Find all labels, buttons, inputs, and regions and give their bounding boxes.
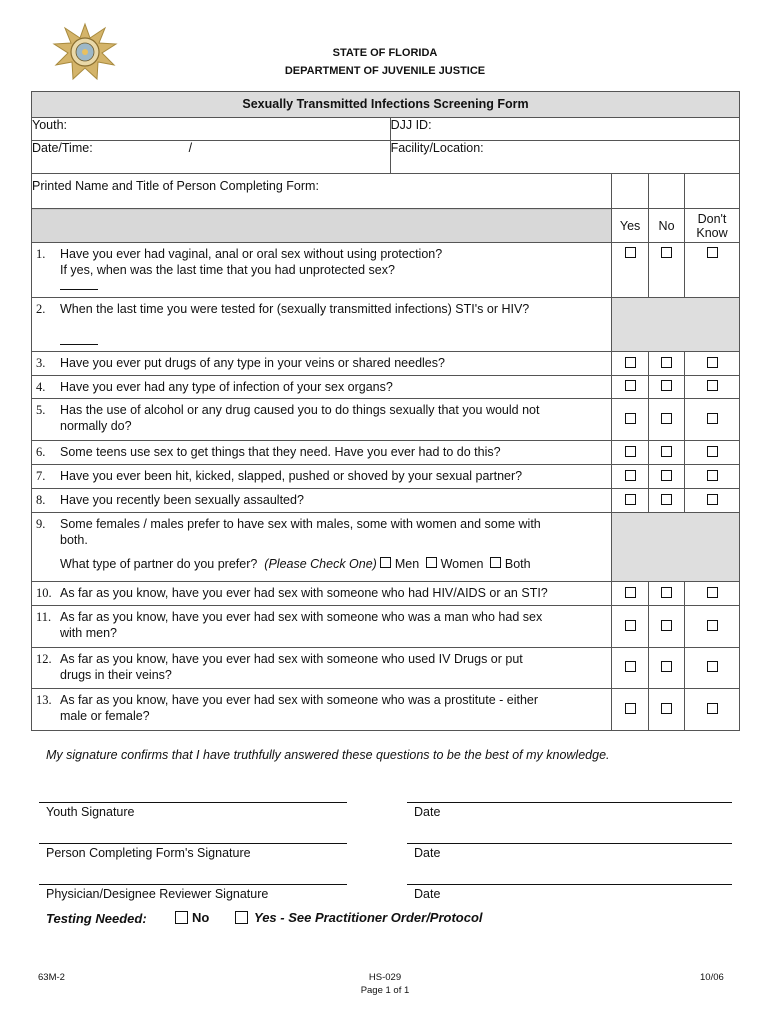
testing-yes-checkbox[interactable] xyxy=(235,911,248,924)
q12-yes-checkbox[interactable] xyxy=(625,661,636,672)
signature-statement: My signature confirms that I have truthfully answered these questions to be the best of my knowledge. xyxy=(46,748,610,762)
q11-yes-checkbox[interactable] xyxy=(625,620,636,631)
printed-name-field[interactable] xyxy=(32,174,612,209)
form-title: Sexually Transmitted Infections Screening Form xyxy=(32,92,740,118)
partner-both-checkbox[interactable] xyxy=(490,557,501,568)
question-row: 13. As far as you know, have you ever had sex with someone who was a prostitute - either male or female? xyxy=(32,689,740,731)
physician-date-label: Date xyxy=(414,887,441,901)
youth-date-line[interactable] xyxy=(407,802,732,803)
youth-signature-line[interactable] xyxy=(39,802,347,803)
person-date-line[interactable] xyxy=(407,843,732,844)
q6-no-checkbox[interactable] xyxy=(661,446,672,457)
q13-no-checkbox[interactable] xyxy=(661,703,672,714)
q11-no-checkbox[interactable] xyxy=(661,620,672,631)
q7-yes-checkbox[interactable] xyxy=(625,470,636,481)
q1-yes-checkbox[interactable] xyxy=(625,247,636,258)
footer-revision-date: 10/06 xyxy=(700,972,724,983)
question-row: 3. Have you ever put drugs of any type in your veins or shared needles? xyxy=(32,352,740,376)
testing-yes-label: Yes - See Practitioner Order/Protocol xyxy=(254,910,483,925)
dont-know-column-header: Don't Know xyxy=(685,209,740,243)
question-row: 7. Have you ever been hit, kicked, slapped, pushed or shoved by your sexual partner? xyxy=(32,465,740,489)
footer-form-code: 63M-2 xyxy=(38,972,65,983)
q8-dont-know-checkbox[interactable] xyxy=(707,494,718,505)
testing-no-checkbox[interactable] xyxy=(175,911,188,924)
djj-id-field[interactable] xyxy=(390,118,739,141)
q10-yes-checkbox[interactable] xyxy=(625,587,636,598)
question-row: 10. As far as you know, have you ever had sex with someone who had HIV/AIDS or an STI? xyxy=(32,582,740,606)
state-name: STATE OF FLORIDA xyxy=(332,47,438,59)
screening-form-table xyxy=(31,91,740,731)
partner-women-checkbox[interactable] xyxy=(426,557,437,568)
person-signature-label: Person Completing Form's Signature xyxy=(46,846,251,860)
physician-signature-label: Physician/Designee Reviewer Signature xyxy=(46,887,269,901)
djj-id-label: DJJ ID: xyxy=(390,118,432,132)
youth-field[interactable] xyxy=(32,118,391,141)
person-signature-line[interactable] xyxy=(39,843,347,844)
question-row: 12. As far as you know, have you ever had sex with someone who used IV Drugs or put drugs in their veins? xyxy=(32,648,740,689)
facility-label: Facility/Location: xyxy=(390,141,484,155)
q7-dont-know-checkbox[interactable] xyxy=(707,470,718,481)
question-row: 8. Have you recently been sexually assaulted? xyxy=(32,489,740,513)
q7-no-checkbox[interactable] xyxy=(661,470,672,481)
question-row: 6. Some teens use sex to get things that they need. Have you ever had to do this? xyxy=(32,441,740,465)
youth-label: Youth: xyxy=(32,118,67,132)
q8-yes-checkbox[interactable] xyxy=(625,494,636,505)
facility-field[interactable] xyxy=(390,141,739,174)
yes-column-header: Yes xyxy=(612,209,649,243)
q5-yes-checkbox[interactable] xyxy=(625,413,636,424)
q3-no-checkbox[interactable] xyxy=(661,357,672,368)
question-row: 9. Some females / males prefer to have sex with males, some with women and some with both. What type of partner do you prefer? (Please Check One) Men Women Both xyxy=(32,513,740,582)
column-header-spacer xyxy=(32,209,612,243)
q13-yes-checkbox[interactable] xyxy=(625,703,636,714)
q10-dont-know-checkbox[interactable] xyxy=(707,587,718,598)
youth-signature-label: Youth Signature xyxy=(46,805,135,819)
question-row: 5. Has the use of alcohol or any drug caused you to do things sexually that you would not normally do? xyxy=(32,399,740,441)
q4-yes-checkbox[interactable] xyxy=(625,380,636,391)
datetime-label: Date/Time: xyxy=(32,141,93,155)
last-tested-blank[interactable] xyxy=(60,336,98,345)
q8-no-checkbox[interactable] xyxy=(661,494,672,505)
q3-yes-checkbox[interactable] xyxy=(625,357,636,368)
q11-dont-know-checkbox[interactable] xyxy=(707,620,718,631)
q6-yes-checkbox[interactable] xyxy=(625,446,636,457)
q12-no-checkbox[interactable] xyxy=(661,661,672,672)
q1-dont-know-checkbox[interactable] xyxy=(707,247,718,258)
q5-no-checkbox[interactable] xyxy=(661,413,672,424)
printed-name-label: Printed Name and Title of Person Completing Form: xyxy=(32,179,319,193)
q3-dont-know-checkbox[interactable] xyxy=(707,357,718,368)
no-column-header: No xyxy=(649,209,685,243)
footer-page-number: Page 1 of 1 xyxy=(360,985,410,996)
physician-date-line[interactable] xyxy=(407,884,732,885)
datetime-field[interactable] xyxy=(32,141,391,174)
q10-no-checkbox[interactable] xyxy=(661,587,672,598)
question-row: 4. Have you ever had any type of infection of your sex organs? xyxy=(32,376,740,399)
question-row: 11. As far as you know, have you ever had sex with someone who was a man who had sex with men? xyxy=(32,606,740,648)
q1-no-checkbox[interactable] xyxy=(661,247,672,258)
department-name: DEPARTMENT OF JUVENILE JUSTICE xyxy=(284,65,486,77)
question-row: 2. When the last time you were tested for (sexually transmitted infections) STI's or HIV? xyxy=(32,298,740,352)
q5-dont-know-checkbox[interactable] xyxy=(707,413,718,424)
last-unprotected-blank[interactable] xyxy=(60,281,98,290)
person-date-label: Date xyxy=(414,846,441,860)
q12-dont-know-checkbox[interactable] xyxy=(707,661,718,672)
testing-no-label: No xyxy=(192,910,210,925)
q4-no-checkbox[interactable] xyxy=(661,380,672,391)
physician-signature-line[interactable] xyxy=(39,884,347,885)
q6-dont-know-checkbox[interactable] xyxy=(707,446,718,457)
youth-date-label: Date xyxy=(414,805,441,819)
partner-men-checkbox[interactable] xyxy=(380,557,391,568)
testing-needed-label: Testing Needed: xyxy=(46,911,147,926)
footer-form-number: HS-029 xyxy=(368,972,402,983)
q13-dont-know-checkbox[interactable] xyxy=(707,703,718,714)
datetime-slash: / xyxy=(188,141,193,155)
question-row: 1. Have you ever had vaginal, anal or oral sex without using protection? If yes, when was the last time that you had unprotected sex? xyxy=(32,243,740,298)
q4-dont-know-checkbox[interactable] xyxy=(707,380,718,391)
